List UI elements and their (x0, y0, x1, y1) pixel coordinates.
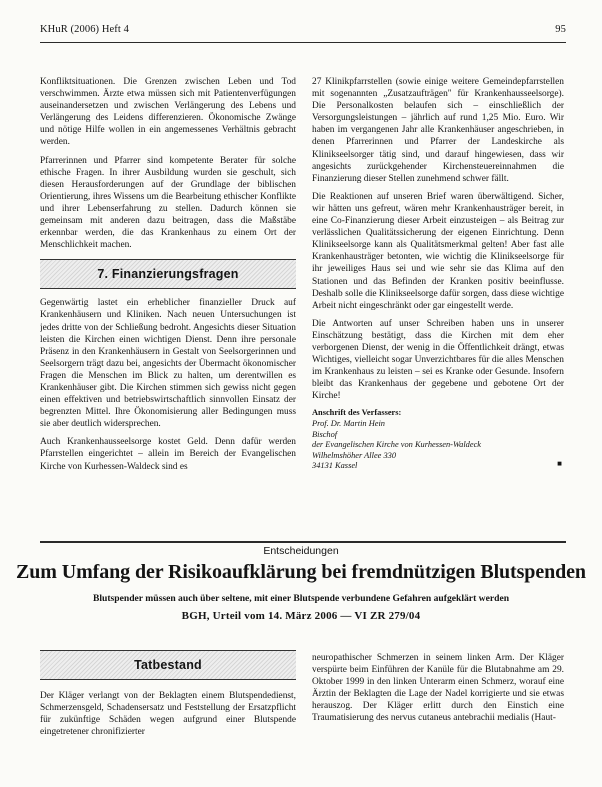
section-heading-text: Tatbestand (134, 658, 202, 672)
section-divider-rule (40, 541, 566, 543)
author-label: Anschrift des Verfassers: (312, 408, 402, 418)
section-heading-text: 7. Finanzierungsfragen (97, 267, 239, 282)
tatbestand-left-column (40, 690, 296, 784)
header-rule (40, 42, 566, 43)
author-name: Prof. Dr. Martin Hein (312, 419, 385, 429)
paragraph: Auch Krankenhausseelsorge kostet Geld. Denn dafür werden Pfarrstellen eingerichtet – allein im Bereich der Evangelischen Kirche von Kurhessen-Waldeck sind es (40, 437, 296, 472)
rubric-label: Entscheidungen (263, 545, 339, 557)
journal-reference: KHuR (2006) Heft 4 (40, 24, 129, 35)
running-header (40, 24, 566, 40)
tatbestand-heading-box (40, 650, 296, 680)
left-column (40, 76, 296, 538)
paragraph: Konfliktsituationen. Die Grenzen zwischen Leben und Tod verschwimmen. Ärzte etwa müssen sich mit Patientenverfügungen auseinandersetzen und zwischen Verlängerung des Lebens und Verlängerung des Leidens differenzieren. Ökonomische Zwänge und nötige Hilfe wollen in ein angemessenes Verhältnis gebracht werden. (40, 77, 296, 148)
ruling-reference: BGH, Urteil vom 14. März 2006 — VI ZR 279/04 (181, 610, 421, 622)
paragraph: Gegenwärtig lastet ein erheblicher finanzieller Druck auf Krankenhäusern und Kliniken. Nach neuen Untersuchungen ist jedes dritte von der Schließung bedroht. Angesichts dieser Situation leisten die Kirchen einen wichtigen Dienst. Denn ihre personale Präsenz in den Krankenhäusern in Gestalt von Seelsorgerinnen und Seelsorgern trägt dazu bei, angesichts der Übermacht ökonomischer Fragen die Menschen im Blick zu halten, um derentwillen es Krankenhäuser gibt. Die Kirchen stimmen sich gewiss nicht gegen einen effektiven und betriebswirtschaftlich sinnvollen Einsatz der begrenzten Mittel. Ihre Ökonomisierung aller Bedingungen muss sie aber deutlich widersprechen. (40, 298, 296, 430)
end-mark-icon: ■ (557, 459, 562, 469)
author-address (312, 408, 564, 472)
author-organization: der Evangelischen Kirche von Kurhessen-Waldeck (312, 440, 482, 450)
section-heading-finanzierung (40, 259, 296, 289)
page-number: 95 (555, 24, 566, 35)
article-subtitle: Blutspender müssen auch über seltene, mit einer Blutspende verbundene Gefahren aufgeklärt werden (92, 593, 510, 604)
paragraph: Pfarrerinnen und Pfarrer sind kompetente Berater für solche ethische Fragen. In ihrer Ausbildung wurden sie geschult, sich diesen Herausforderungen auf der Grundlage der biblischen Orientierung, ihres Wissens um die Bearbeitung ethischer Konflikte und ihrer Lebenserfahrung zu stellen. Dadurch können sie gemeinsam mit anderen dazu beitragen, dass die Maßstäbe erkennbar werden, die das Krankenhaus zu einem Ort der Menschlichkeit machen. (40, 155, 296, 251)
paragraph: Die Antworten auf unser Schreiben haben uns in unserer Einschätzung bestätigt, dass die Kirchen mit dem eher verborgenen Dienst, der wenig in die Öffentlichkeit drängt, etwas Wichtiges, vielleicht sogar Unverzichtbares für die alles Menschen im Krankenhaus zu leisten – sei es Kranke oder Gesunde. Insofern bleibt das Krankenhaus der gegebene und gebotene Ort der Kirche! (312, 318, 564, 402)
paragraph: Die Reaktionen auf unseren Brief waren überwältigend. Sicher, wir hätten uns gefreut, wären mehr Krankenhausträger bereit, in eine Co-Finanzierung dieser Arbeit einzusteigen – als Beitrag zur verlässlichen Qualitätssicherung der eigenen Einrichtung. Denn Klinikseelsorge kann als Qualitätsmerkmal gelten! Aber fast alle Krankenhausträger betonten, wie wichtig die Klinikseelsorge für ihr jeweiliges Haus sei und wie sehr sie das Klima auf den Stationen und das Befinden der Kranken positiv beeinflusse. Deshalb solle die Klinikseelsorge dafür sorgen, dass diese wichtige Arbeit nicht eingeschränkt oder gar eingestellt werde. (312, 191, 564, 311)
paragraph: Der Kläger verlangt von der Beklagten einem Blutspendedienst, Schmerzensgeld, Schadensersatz und Feststellung der Ersatzpflicht für zukünftige Schäden wegen aufgrund einer Blutspende eingetretener chronifizierter (40, 691, 296, 738)
author-city: 34131 Kassel (312, 461, 358, 471)
tatbestand-right-column (312, 652, 564, 784)
paragraph: neuropathischer Schmerzen in seinem linken Arm. Der Kläger verspürte beim Einführen der Kanüle für die Blutabnahme am 29. Oktober 1999 in den linken Unterarm einen Schmerz, worauf eine Ärztin der Beklagten die Lage der Nadel korrigierte und sie etwas herauszog. Der Kläger erlitt durch den Einstich eine Traumatisierung des nervus cutaneus antebrachii medialis (Haut- (312, 653, 564, 724)
right-column (312, 76, 564, 538)
author-street: Wilhelmshöher Allee 330 (312, 450, 397, 460)
paragraph: 27 Klinikpfarrstellen (sowie einige weitere Gemeindepfarrstellen mit sogenannten „Zusatzaufträgen" für Krankenhausseelsorge). Die Personalkosten belaufen sich – einschließlich der Versorgungsleistungen – jährlich auf rund 1,25 Mio. Euro. Wir haben im vergangenen Jahr alle Krankenhäuser angeschrieben, in denen Pfarrerinnen und Pfarrer der Landeskirche als Klinikseelsorger tätig sind, und darauf hingewiesen, dass wir angesichts zurückgehender Kirchensteuereinnahmen die Finanzierung dieser Stellen zunehmend schwer fällt. (312, 77, 564, 184)
article-title: Zum Umfang der Risikoaufklärung bei fremdnützigen Blutspenden (16, 561, 586, 583)
author-title: Bischof (312, 429, 338, 439)
section-heading-tatbestand (40, 650, 296, 680)
